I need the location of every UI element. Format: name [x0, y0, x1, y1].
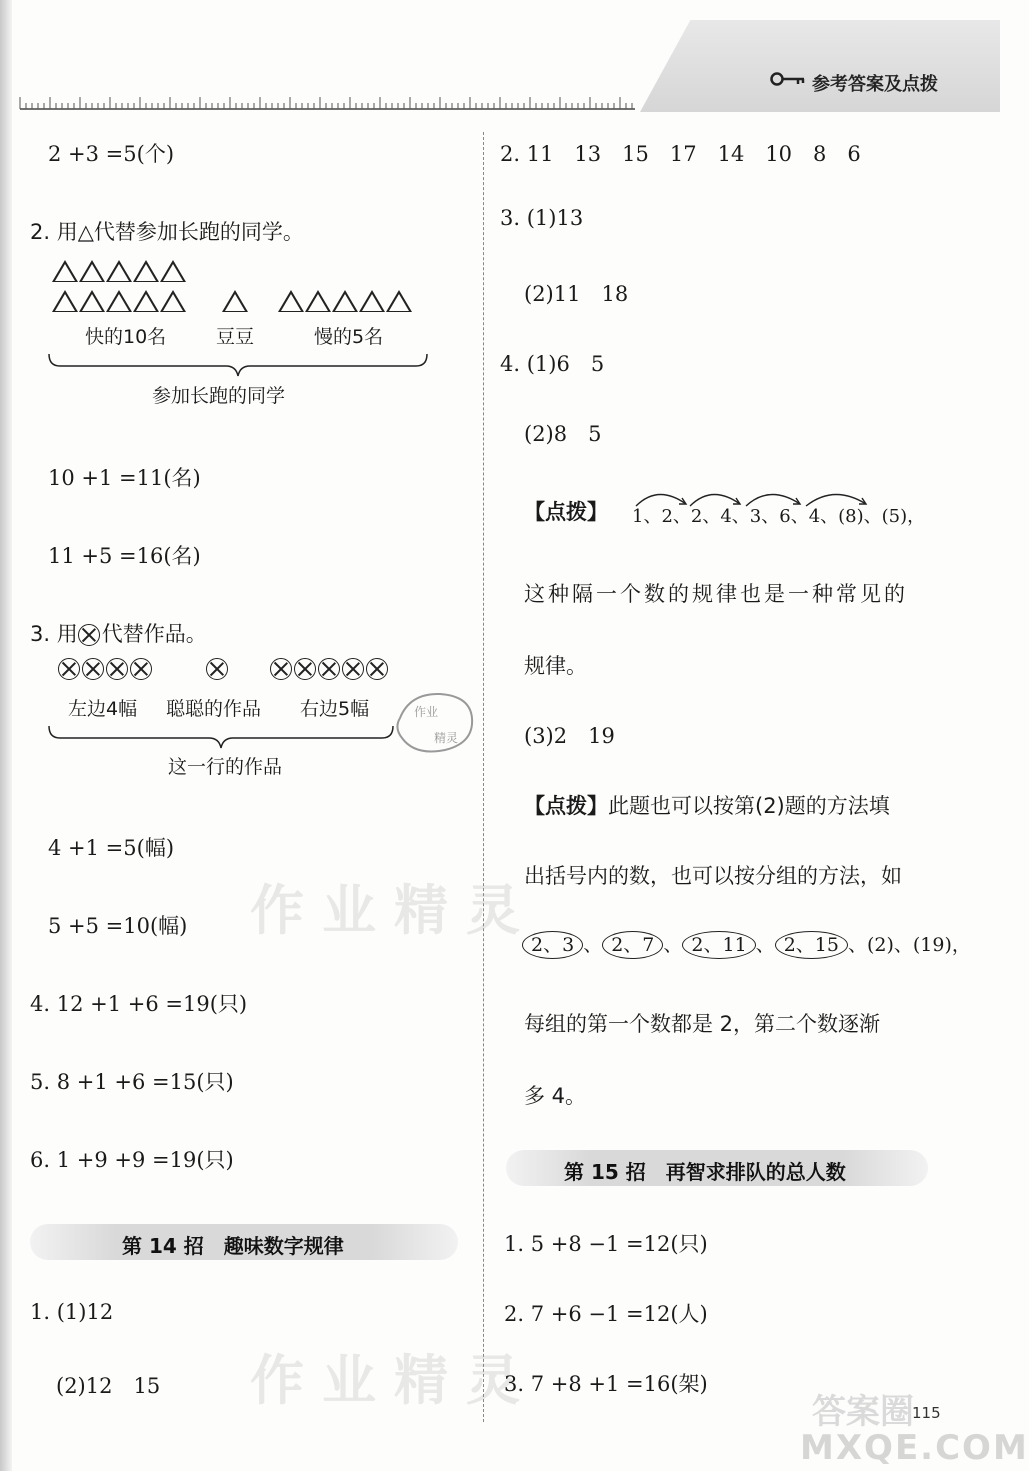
- q2-eq2: 11 +5 =16(名): [48, 544, 201, 568]
- r-q4b: (2)8 5: [524, 422, 602, 446]
- r-q3b: (2)11 18: [524, 282, 629, 306]
- s15-q3: 3. 7 +8 +1 =16(架): [504, 1372, 708, 1396]
- tip2-line2: 出括号内的数，也可以按分组的方法，如: [524, 864, 902, 888]
- tip1-line1: 这种隔一个数的规律也是一种常见的: [524, 582, 908, 606]
- circled-x-icon: [78, 624, 100, 646]
- q3-brace: [48, 724, 394, 750]
- page-edge-shadow: [0, 0, 12, 1471]
- q2-label-slow: 慢的5名: [314, 326, 384, 348]
- r-q4a: 4. (1)6 5: [500, 352, 605, 376]
- section-14-title: 第 14 招 趣味数字规律: [122, 1234, 344, 1258]
- tip1-line2: 规律。: [524, 654, 587, 678]
- column-divider: [483, 132, 484, 1422]
- tip2-tag: 【点拨】: [524, 794, 608, 818]
- footer-site-watermark: MXQE.COM: [800, 1428, 1029, 1468]
- q4-answer: 4. 12 +1 +6 =19(只): [30, 992, 248, 1016]
- q2-label-doudou: 豆豆: [216, 326, 255, 348]
- q3-suffix: 代替作品。: [101, 622, 207, 646]
- tip1-sequence: 1、2、2、4、3、6、4、(8)、(5)，: [632, 506, 926, 527]
- s14-q1b: (2)12 15: [56, 1374, 161, 1398]
- q3-eq2: 5 +5 =10(幅): [48, 914, 188, 938]
- q3-eq1: 4 +1 =5(幅): [48, 836, 175, 860]
- q3-label-right: 右边5幅: [300, 698, 370, 720]
- watermark-2: 作业精灵: [250, 1349, 538, 1412]
- q2-eq1: 10 +1 =11(名): [48, 466, 201, 490]
- s14-q1: 1. (1)12: [30, 1300, 114, 1324]
- q3-text: [30, 618, 207, 648]
- q2-text: 2. 用△代替参加长跑的同学。: [30, 220, 304, 244]
- header-tab: [640, 20, 1000, 112]
- q6-answer: 6. 1 +9 +9 =19(只): [30, 1148, 234, 1172]
- header-ruler: [20, 96, 635, 110]
- triangle-row-top: [52, 260, 187, 288]
- group-oval-1: 2、3: [522, 931, 583, 959]
- r-q3a: 3. (1)13: [500, 206, 584, 230]
- stamp-top-text: 作业: [414, 705, 439, 719]
- triangle-row-fast: [52, 290, 187, 318]
- stamp-bottom-text: 精灵: [434, 731, 459, 745]
- tip2-tail: 、(2)、(19)，: [847, 934, 971, 956]
- q2-caption: 参加长跑的同学: [152, 385, 286, 407]
- q2-label-fast: 快的10名: [85, 326, 167, 348]
- tip2-line4: 多 4。: [524, 1084, 587, 1108]
- circle-congcong: [206, 658, 230, 680]
- section-15-title: 第 15 招 再智求排队的总人数: [564, 1160, 846, 1184]
- r-q4c: (3)2 19: [524, 724, 615, 748]
- q2-brace: [48, 352, 428, 378]
- tip2-groups: 2、3 、 2、7 、 2、11 、 2、15 、(2)、(19)，: [522, 930, 971, 959]
- s15-q2: 2. 7 +6 −1 =12(人): [504, 1302, 708, 1326]
- group-oval-4: 2、15: [775, 931, 848, 959]
- s15-q1: 1. 5 +8 −1 =12(只): [504, 1232, 708, 1256]
- q3-prefix: 3. 用: [30, 622, 78, 646]
- left-line1: 2 +3 =5(个): [48, 142, 175, 166]
- footer-logo: 答案圈: [812, 1392, 914, 1432]
- tip1: [524, 496, 608, 526]
- stamp-logo: [390, 688, 480, 758]
- watermark-1: 作业精灵: [250, 879, 538, 942]
- key-icon: [770, 70, 806, 88]
- q3-caption: 这一行的作品: [168, 756, 283, 778]
- group-oval-2: 2、7: [602, 931, 663, 959]
- tip1-tag: 【点拨】: [524, 500, 608, 524]
- circle-row-right: [270, 658, 390, 680]
- tip2-line3: 每组的第一个数都是 2，第二个数逐渐: [524, 1012, 881, 1036]
- triangle-doudou: [222, 290, 249, 318]
- q5-answer: 5. 8 +1 +6 =15(只): [30, 1070, 234, 1094]
- circle-row-left: [58, 658, 154, 680]
- r-q2: 2. 11 13 15 17 14 10 8 6: [500, 142, 861, 166]
- q3-label-left: 左边4幅: [68, 698, 138, 720]
- triangle-row-slow: [278, 290, 413, 318]
- tip2-line1: 此题也可以按第(2)题的方法填: [608, 794, 890, 818]
- tip2-line1-wrap: [524, 790, 890, 820]
- header-title: 参考答案及点拨: [812, 74, 938, 95]
- page-number: 115: [912, 1404, 941, 1422]
- q3-label-congcong: 聪聪的作品: [166, 698, 262, 720]
- group-oval-3: 2、11: [682, 931, 755, 959]
